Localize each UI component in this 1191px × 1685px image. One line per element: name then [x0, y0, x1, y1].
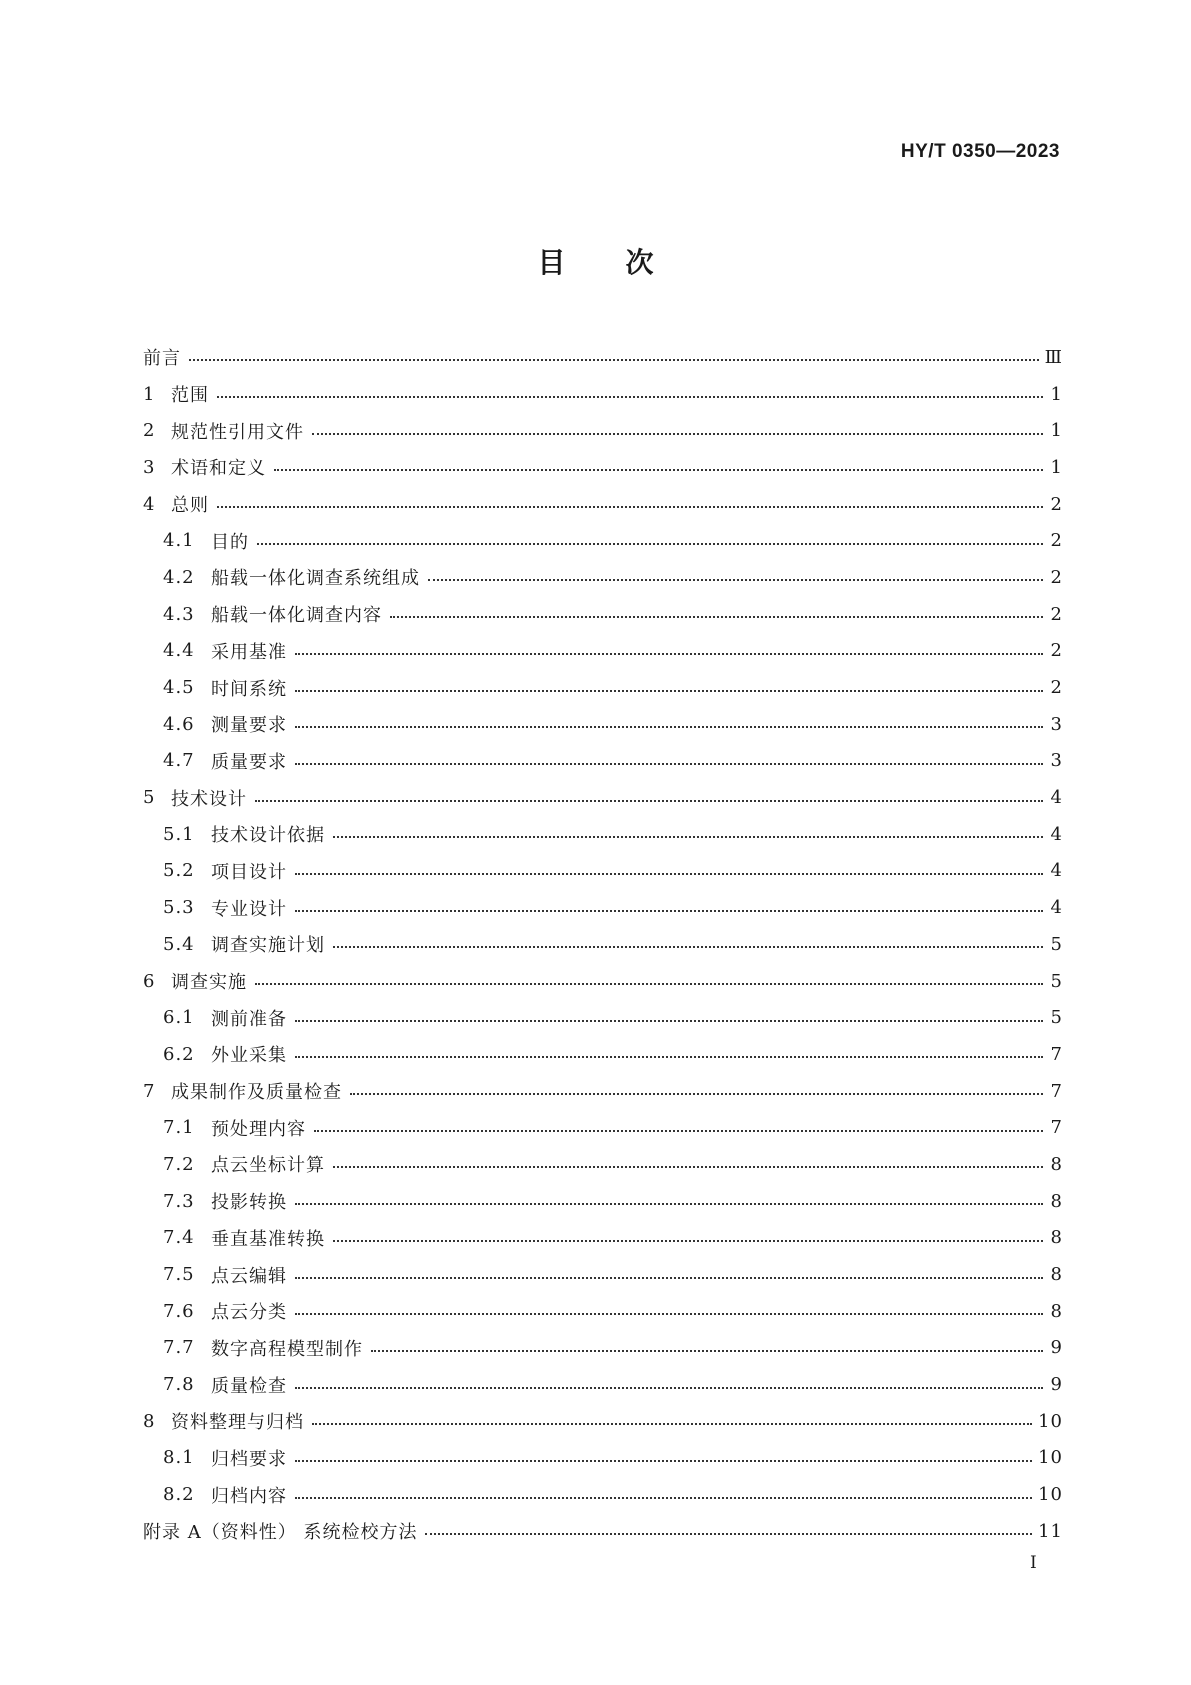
toc-dot-leader [217, 396, 1043, 398]
toc-entry-title: 时间系统 [211, 678, 287, 700]
toc-dot-leader [333, 1240, 1043, 1242]
toc-dot-leader [314, 1130, 1043, 1132]
toc-entry-number: 6.1 [163, 1007, 195, 1029]
toc-entry[interactable] [143, 1109, 1063, 1146]
toc-entry-title: 点云编辑 [211, 1265, 287, 1287]
toc-dot-leader [312, 433, 1043, 435]
toc-dot-leader [295, 1497, 1032, 1499]
toc-entry-number: 5.4 [163, 933, 195, 955]
toc-entry-number: 4.3 [163, 603, 195, 625]
toc-entry[interactable] [143, 339, 1063, 376]
toc-dot-leader [295, 1387, 1043, 1389]
toc-entry[interactable] [143, 1293, 1063, 1330]
toc-entry-title: 外业采集 [211, 1045, 287, 1067]
toc-entry-number: 7.6 [163, 1300, 195, 1322]
toc-entry[interactable] [143, 853, 1063, 890]
toc-entry[interactable] [143, 779, 1063, 816]
toc-entry-page: 10 [1038, 1447, 1063, 1469]
toc-dot-leader [295, 690, 1043, 692]
toc-dot-leader [390, 616, 1043, 618]
toc-entry-number: 4.2 [163, 566, 195, 588]
toc-entry-page: 8 [1050, 1264, 1063, 1286]
toc-entry[interactable] [143, 926, 1063, 963]
toc-entry[interactable] [143, 1220, 1063, 1257]
toc-entry-page: 2 [1050, 493, 1063, 515]
toc-entry-page: 1 [1050, 456, 1063, 478]
toc-entry-page: 8 [1050, 1190, 1063, 1212]
page-title: 目次 [537, 246, 714, 279]
toc-entry-number: 7.5 [163, 1264, 195, 1286]
toc-entry-number: 4.5 [163, 677, 195, 699]
toc-entry[interactable] [143, 816, 1063, 853]
toc-entry-page: 10 [1038, 1410, 1063, 1432]
toc-entry-title: 测前准备 [211, 1008, 287, 1030]
toc-entry-title: 归档内容 [211, 1485, 287, 1507]
toc-entry[interactable] [143, 1073, 1063, 1110]
toc-entry-title: 术语和定义 [171, 458, 266, 480]
toc-entry-page: 9 [1050, 1374, 1063, 1396]
toc-entry-number: 6 [143, 970, 156, 992]
toc-dot-leader [425, 1533, 1032, 1535]
toc-entry[interactable] [143, 1403, 1063, 1440]
toc-dot-leader [257, 543, 1043, 545]
toc-entry-number: 7 [143, 1080, 156, 1102]
toc-dot-leader [295, 873, 1043, 875]
toc-entry-title: 项目设计 [211, 861, 287, 883]
toc-dot-leader [350, 1093, 1043, 1095]
toc-entry[interactable] [143, 743, 1063, 780]
toc-entry-page: 1 [1050, 383, 1063, 405]
toc-dot-leader [295, 1277, 1043, 1279]
toc-entry[interactable] [143, 999, 1063, 1036]
toc-entry[interactable] [143, 522, 1063, 559]
toc-entry[interactable] [143, 889, 1063, 926]
toc-entry-title: 投影转换 [211, 1192, 287, 1214]
toc-entry-title: 测量要求 [211, 715, 287, 737]
toc-dot-leader [333, 1166, 1043, 1168]
toc-entry[interactable] [143, 1440, 1063, 1477]
toc-entry-number: 2 [143, 420, 156, 442]
toc-entry-page: 2 [1050, 566, 1063, 588]
toc-entry-title: 专业设计 [211, 898, 287, 920]
toc-dot-leader [274, 469, 1043, 471]
toc-entry[interactable] [143, 376, 1063, 413]
toc-entry[interactable] [143, 486, 1063, 523]
toc-entry-title: 船载一体化调查内容 [211, 605, 382, 627]
toc-entry-title: 质量检查 [211, 1375, 287, 1397]
toc-entry[interactable] [143, 669, 1063, 706]
toc-dot-leader [333, 836, 1043, 838]
toc-dot-leader [295, 910, 1043, 912]
toc-entry-number: 8.2 [163, 1484, 195, 1506]
toc-entry-number: 4.1 [163, 530, 195, 552]
toc-entry-number: 5 [143, 787, 156, 809]
toc-entry-page: 2 [1050, 640, 1063, 662]
toc-entry[interactable] [143, 706, 1063, 743]
toc-entry-page: 9 [1050, 1337, 1063, 1359]
toc-entry-page: 5 [1050, 933, 1063, 955]
document-code: HY/T 0350—2023 [900, 141, 1060, 162]
toc-entry-title: 规范性引用文件 [171, 421, 304, 443]
toc-entry[interactable] [143, 1183, 1063, 1220]
toc-dot-leader [333, 946, 1043, 948]
toc-entry-page: 4 [1050, 787, 1063, 809]
toc-entry-title: 资料整理与归档 [171, 1412, 304, 1434]
toc-dot-leader [255, 800, 1043, 802]
toc-dot-leader [295, 1020, 1043, 1022]
toc-entry-title: 点云坐标计算 [211, 1155, 325, 1177]
toc-entry[interactable] [143, 963, 1063, 1000]
toc-entry-title: 质量要求 [211, 751, 287, 773]
toc-entry-number: 3 [143, 456, 156, 478]
toc-entry-page: 5 [1050, 970, 1063, 992]
toc-entry-title: 技术设计 [171, 788, 247, 810]
toc-entry-number: 4 [143, 493, 156, 515]
toc-entry[interactable] [143, 1513, 1063, 1550]
toc-entry-number: 7.8 [163, 1374, 195, 1396]
toc-entry-number: 4.6 [163, 713, 195, 735]
toc-entry-page: Ⅲ [1044, 346, 1063, 368]
toc-entry[interactable] [143, 1036, 1063, 1073]
toc-entry-page: 2 [1050, 603, 1063, 625]
toc-entry-title: 总则 [171, 495, 209, 517]
toc-entry[interactable] [143, 1146, 1063, 1183]
toc-entry-page: 7 [1050, 1080, 1063, 1102]
toc-dot-leader [255, 983, 1043, 985]
toc-dot-leader [295, 1460, 1032, 1462]
toc-dot-leader [189, 359, 1039, 361]
toc-entry-title: 调查实施计划 [211, 935, 325, 957]
toc-dot-leader [371, 1350, 1043, 1352]
toc-entry-title: 垂直基准转换 [211, 1228, 325, 1250]
toc-dot-leader [295, 763, 1043, 765]
toc-dot-leader [428, 579, 1043, 581]
toc-dot-leader [295, 1056, 1043, 1058]
toc-entry-page: 2 [1050, 677, 1063, 699]
toc-entry-page: 7 [1050, 1043, 1063, 1065]
toc-entry-number: 4.4 [163, 640, 195, 662]
toc-entry-title: 技术设计依据 [211, 825, 325, 847]
toc-dot-leader [295, 653, 1043, 655]
toc-entry-page: 8 [1050, 1153, 1063, 1175]
toc-entry-title: 前言 [143, 348, 181, 370]
toc-entry-page: 4 [1050, 897, 1063, 919]
toc-entry-number: 7.4 [163, 1227, 195, 1249]
toc-dot-leader [295, 1203, 1043, 1205]
toc-entry-title: 预处理内容 [211, 1118, 306, 1140]
toc-entry-title: 归档要求 [211, 1448, 287, 1470]
toc-entry[interactable] [143, 596, 1063, 633]
toc-entry[interactable] [143, 449, 1063, 486]
toc-entry-number: 6.2 [163, 1043, 195, 1065]
toc-entry-number: 4.7 [163, 750, 195, 772]
toc-entry[interactable] [143, 1330, 1063, 1367]
toc-entry-page: 4 [1050, 823, 1063, 845]
toc-entry[interactable] [143, 633, 1063, 670]
toc-entry-title: 船载一体化调查系统组成 [211, 568, 420, 590]
toc-entry-page: 5 [1050, 1007, 1063, 1029]
toc-dot-leader [295, 1313, 1043, 1315]
toc-entry-page: 3 [1050, 713, 1063, 735]
toc-entry-page: 2 [1050, 530, 1063, 552]
toc-entry-number: 8 [143, 1410, 156, 1432]
toc-entry-page: 4 [1050, 860, 1063, 882]
toc-entry-page: 8 [1050, 1227, 1063, 1249]
toc-entry[interactable] [143, 412, 1063, 449]
toc-entry-title: 采用基准 [211, 641, 287, 663]
toc-entry-title: 范围 [171, 385, 209, 407]
toc-entry-number: 8.1 [163, 1447, 195, 1469]
page-number: I [1030, 1553, 1037, 1573]
toc-entry-number: 1 [143, 383, 156, 405]
toc-entry[interactable] [143, 1476, 1063, 1513]
toc-entry-title: 点云分类 [211, 1302, 287, 1324]
toc-entry-page: 10 [1038, 1484, 1063, 1506]
toc-entry-number: 5.3 [163, 897, 195, 919]
toc-entry[interactable] [143, 559, 1063, 596]
toc-dot-leader [217, 506, 1043, 508]
toc-dot-leader [312, 1423, 1032, 1425]
toc-entry-title: 数字高程模型制作 [211, 1338, 363, 1360]
toc-entry-number: 7.1 [163, 1117, 195, 1139]
toc-entry-number: 7.2 [163, 1153, 195, 1175]
toc-entry-page: 3 [1050, 750, 1063, 772]
toc-entry[interactable] [143, 1366, 1063, 1403]
toc-entry-title: 成果制作及质量检查 [171, 1082, 342, 1104]
table-of-contents [143, 339, 1063, 1550]
toc-entry-title: 目的 [211, 531, 249, 553]
toc-entry-number: 7.7 [163, 1337, 195, 1359]
toc-entry[interactable] [143, 1256, 1063, 1293]
toc-entry-number: 7.3 [163, 1190, 195, 1212]
toc-entry-number: 5.1 [163, 823, 195, 845]
toc-dot-leader [295, 726, 1043, 728]
toc-entry-page: 7 [1050, 1117, 1063, 1139]
toc-entry-page: 1 [1050, 420, 1063, 442]
toc-entry-title: 调查实施 [171, 972, 247, 994]
toc-entry-page: 11 [1038, 1520, 1063, 1542]
toc-entry-title: 附录 A（资料性） 系统检校方法 [143, 1522, 418, 1544]
toc-entry-number: 5.2 [163, 860, 195, 882]
toc-entry-page: 8 [1050, 1300, 1063, 1322]
